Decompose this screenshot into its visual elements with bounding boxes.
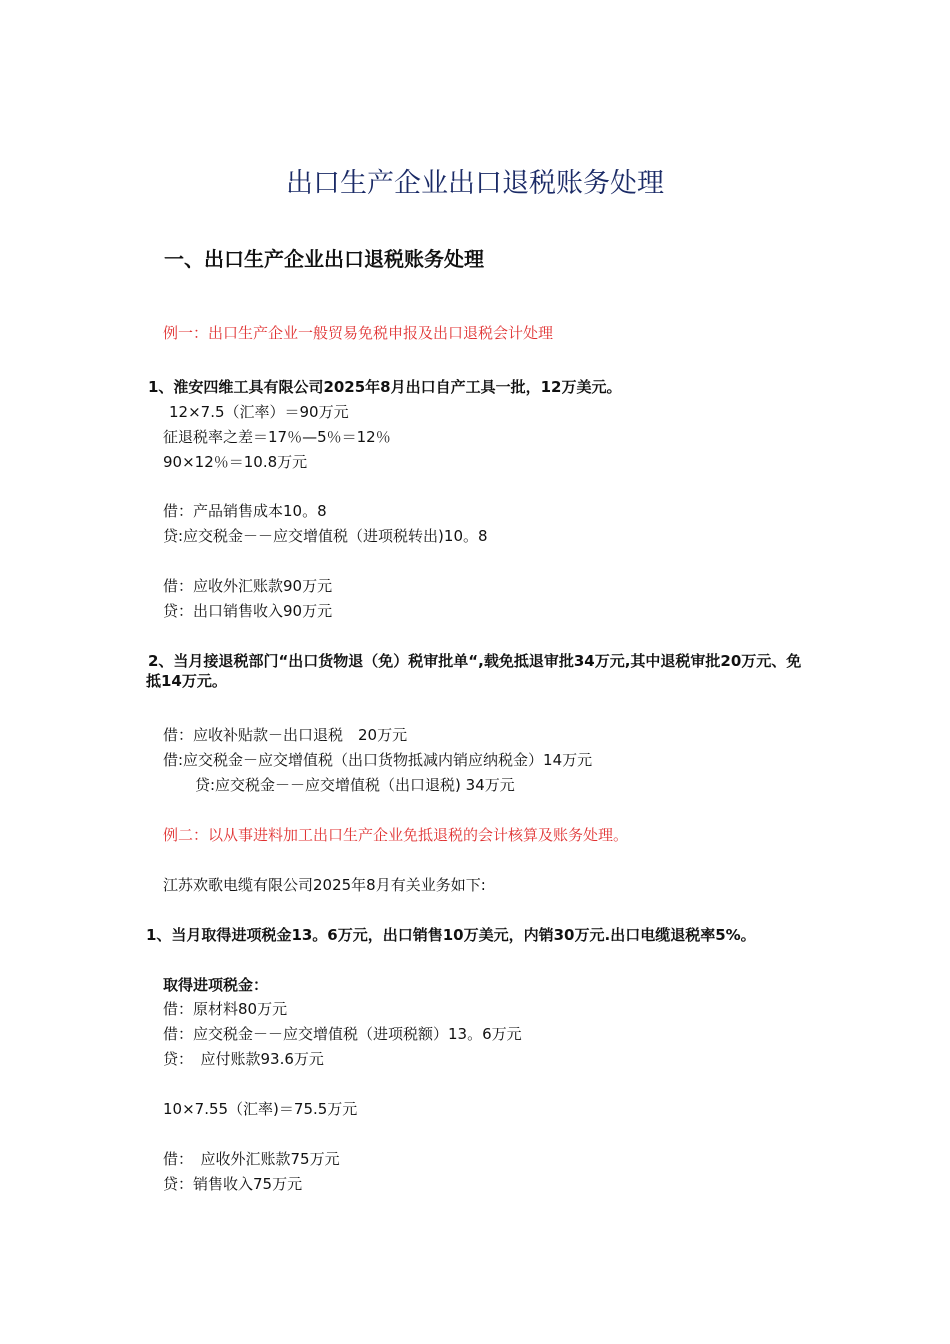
journal-entry-line: 借：应交税金－－应交增值税（进项税额）13。6万元 bbox=[163, 1025, 522, 1043]
journal-entry-line: 借：应收补贴款－出口退税 20万元 bbox=[163, 726, 408, 744]
journal-entry-line: 贷：销售收入75万元 bbox=[163, 1175, 303, 1193]
journal-entry-line: 贷:应交税金－－应交增值税（进项税转出)10。8 bbox=[163, 527, 488, 545]
journal-entry-line: 借：产品销售成本10。8 bbox=[163, 502, 327, 520]
section-heading: 一、出口生产企业出口退税账务处理 bbox=[164, 247, 484, 271]
calc-line: 90×12％＝10.8万元 bbox=[163, 453, 308, 471]
journal-entry-line: 借：原材料80万元 bbox=[163, 1000, 288, 1018]
example2-subheading: 取得进项税金： bbox=[163, 976, 269, 994]
calc-line: 12×7.5（汇率）＝90万元 bbox=[169, 403, 349, 421]
example1-heading: 例一：出口生产企业一般贸易免税申报及出口退税会计处理 bbox=[163, 324, 554, 342]
page-title: 出口生产企业出口退税账务处理 bbox=[286, 168, 664, 199]
journal-entry-line: 借：应收外汇账款90万元 bbox=[163, 577, 333, 595]
journal-entry-line: 贷： 应付账款93.6万元 bbox=[163, 1050, 324, 1068]
example2-item1-title: 1、当月取得进项税金13。6万元，出口销售10万美元，内销30万元.出口电缆退税率5%。 bbox=[146, 926, 756, 944]
calc-line: 10×7.55（汇率)＝75.5万元 bbox=[163, 1100, 358, 1118]
example1-item2-title: 2、当月接退税部门“出口货物退（免）税审批单“,载免抵退审批34万元,其中退税审批20万元、免抵14万元。 bbox=[146, 652, 802, 690]
journal-entry-line: 贷:应交税金－－应交增值税（出口退税) 34万元 bbox=[195, 776, 515, 794]
example1-item1-title: 1、淮安四维工具有限公司2025年8月出口自产工具一批，12万美元。 bbox=[148, 378, 622, 396]
journal-entry-line: 借： 应收外汇账款75万元 bbox=[163, 1150, 340, 1168]
example2-heading: 例二：以从事进料加工出口生产企业免抵退税的会计核算及账务处理。 bbox=[163, 826, 629, 844]
journal-entry-line: 贷：出口销售收入90万元 bbox=[163, 602, 333, 620]
calc-line: 征退税率之差＝17％—5％＝12％ bbox=[163, 428, 391, 446]
example2-intro: 江苏欢歌电缆有限公司2025年8月有关业务如下: bbox=[163, 876, 486, 894]
journal-entry-line: 借:应交税金－应交增值税（出口货物抵减内销应纳税金）14万元 bbox=[163, 751, 593, 769]
